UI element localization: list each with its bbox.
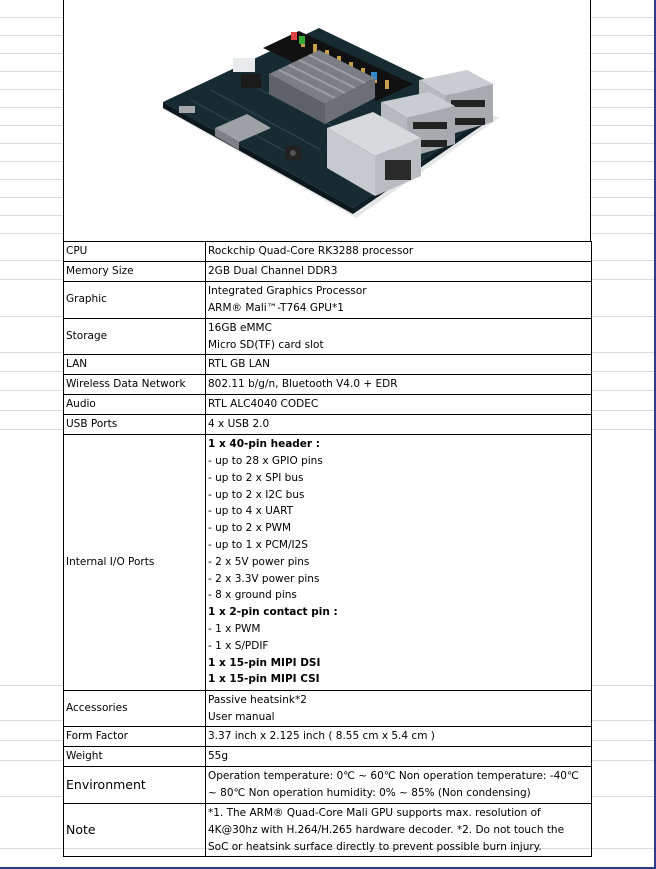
table-row bbox=[64, 242, 592, 262]
spec-table bbox=[63, 241, 592, 857]
note-value bbox=[206, 803, 592, 856]
usb-value: 4 x USB 2.0 bbox=[206, 414, 592, 434]
io-line: - 1 x S/PDIF bbox=[208, 639, 269, 652]
io-label: Internal I/O Ports bbox=[64, 434, 206, 690]
io-line: - up to 28 x GPIO pins bbox=[208, 455, 323, 468]
cpu-value: Rockchip Quad-Core RK3288 processor bbox=[206, 242, 592, 262]
io-line: - up to 4 x UART bbox=[208, 505, 294, 518]
table-row bbox=[64, 262, 592, 282]
storage-label: Storage bbox=[64, 318, 206, 355]
storage-line: 16GB eMMC bbox=[208, 321, 272, 334]
graphic-line: ARM® Mali™-T764 GPU*1 bbox=[208, 301, 344, 314]
storage-line: Micro SD(TF) card slot bbox=[208, 338, 324, 351]
accessories-value bbox=[206, 690, 592, 727]
table-row bbox=[64, 355, 592, 375]
io-line: 1 x 15-pin MIPI DSI bbox=[208, 656, 321, 669]
product-image-board bbox=[64, 0, 590, 240]
table-row bbox=[64, 394, 592, 414]
usb-label: USB Ports bbox=[64, 414, 206, 434]
environment-label: Environment bbox=[64, 767, 206, 804]
accessories-line: User manual bbox=[208, 710, 275, 723]
note-label: Note bbox=[64, 803, 206, 856]
cpu-label: CPU bbox=[64, 242, 206, 262]
table-row bbox=[64, 803, 592, 856]
table-row bbox=[64, 414, 592, 434]
form-factor-value: 3.37 inch x 2.125 inch ( 8.55 cm x 5.4 cm ) bbox=[206, 727, 592, 747]
accessories-line: Passive heatsink*2 bbox=[208, 693, 307, 706]
accessories-label: Accessories bbox=[64, 690, 206, 727]
io-line: - 2 x 5V power pins bbox=[208, 555, 310, 568]
lan-label: LAN bbox=[64, 355, 206, 375]
wireless-value: 802.11 b/g/n, Bluetooth V4.0 + EDR bbox=[206, 375, 592, 395]
audio-label: Audio bbox=[64, 394, 206, 414]
io-line: 1 x 2-pin contact pin : bbox=[208, 606, 338, 619]
environment-line: Operation temperature: 0℃ ~ 60℃ Non operation temperature: -40℃ bbox=[208, 770, 579, 783]
note-line: *1. The ARM® Quad-Core Mali GPU supports max. resolution of bbox=[208, 806, 541, 819]
storage-value bbox=[206, 318, 592, 355]
note-line: SoC or heatsink surface directly to prevent possible burn injury. bbox=[208, 840, 542, 853]
io-line: - 1 x PWM bbox=[208, 623, 261, 636]
table-row bbox=[64, 747, 592, 767]
table-row bbox=[64, 690, 592, 727]
table-row bbox=[64, 767, 592, 804]
table-row bbox=[64, 318, 592, 355]
io-line: - up to 2 x SPI bus bbox=[208, 471, 304, 484]
form-factor-label: Form Factor bbox=[64, 727, 206, 747]
weight-label: Weight bbox=[64, 747, 206, 767]
table-row bbox=[64, 281, 592, 318]
graphic-value bbox=[206, 281, 592, 318]
audio-value: RTL ALC4040 CODEC bbox=[206, 394, 592, 414]
io-line: 1 x 40-pin header : bbox=[208, 438, 320, 451]
table-row bbox=[64, 727, 592, 747]
table-row bbox=[64, 375, 592, 395]
weight-value: 55g bbox=[206, 747, 592, 767]
io-value bbox=[206, 434, 592, 690]
wireless-label: Wireless Data Network bbox=[64, 375, 206, 395]
environment-line: ~ 80℃ Non operation humidity: 0% ~ 85% (Non condensing) bbox=[208, 787, 531, 800]
io-line: - 2 x 3.3V power pins bbox=[208, 572, 320, 585]
io-line: 1 x 15-pin MIPI CSI bbox=[208, 673, 320, 686]
memory-label: Memory Size bbox=[64, 262, 206, 282]
lan-value: RTL GB LAN bbox=[206, 355, 592, 375]
graphic-line: Integrated Graphics Processor bbox=[208, 285, 367, 297]
io-line: - up to 2 x PWM bbox=[208, 522, 292, 535]
memory-value: 2GB Dual Channel DDR3 bbox=[206, 262, 592, 282]
io-line: - up to 1 x PCM/I2S bbox=[208, 539, 308, 552]
note-line: 4K@30hz with H.264/H.265 hardware decoder. *2. Do not touch the bbox=[208, 823, 565, 836]
io-line: - 8 x ground pins bbox=[208, 589, 297, 602]
product-image-cell bbox=[63, 0, 591, 241]
graphic-label: Graphic bbox=[64, 281, 206, 318]
io-line: - up to 2 x I2C bus bbox=[208, 488, 305, 501]
table-row bbox=[64, 434, 592, 690]
environment-value bbox=[206, 767, 592, 804]
